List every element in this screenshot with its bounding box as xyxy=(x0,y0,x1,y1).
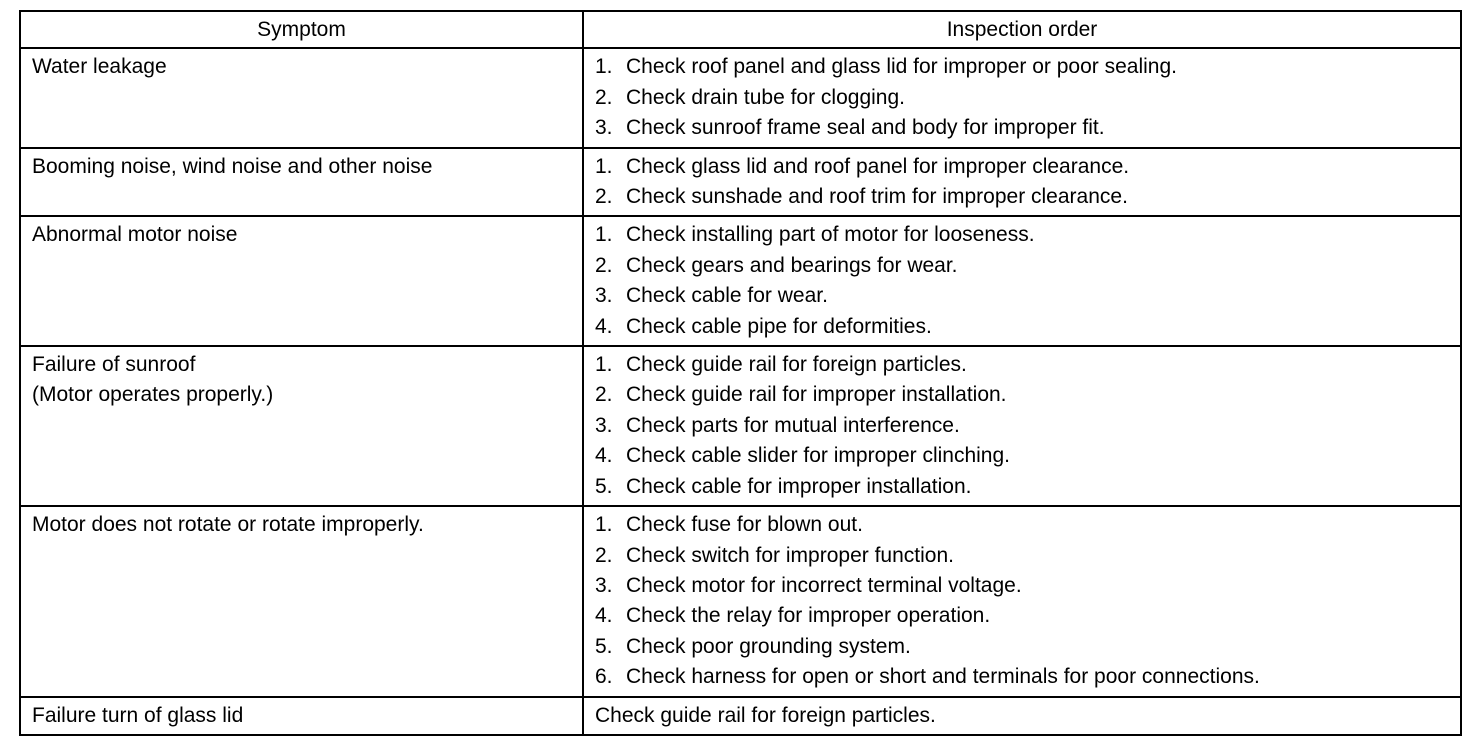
step-number: 2. xyxy=(595,85,613,109)
inspection-cell xyxy=(583,216,1461,346)
inspection-steps xyxy=(595,52,1450,143)
step-text: Check fuse for blown out. xyxy=(626,513,863,537)
symptom-text: Failure turn of glass lid xyxy=(32,703,244,727)
symptom-text: Abnormal motor noise xyxy=(32,223,238,247)
inspection-steps xyxy=(595,220,1450,342)
step-number: 1. xyxy=(595,154,613,178)
step-text: Check harness for open or short and terminals for poor connections. xyxy=(626,665,1260,689)
inspection-step xyxy=(595,83,1450,113)
step-number: 2. xyxy=(595,543,613,567)
step-number: 2. xyxy=(595,383,613,407)
step-text: Check switch for improper function. xyxy=(626,543,954,567)
inspection-step xyxy=(595,152,1450,182)
table-row xyxy=(20,697,1461,735)
troubleshooting-table xyxy=(19,10,1462,736)
inspection-step xyxy=(595,312,1450,342)
step-text: Check drain tube for clogging. xyxy=(626,85,905,109)
inspection-cell xyxy=(583,48,1461,147)
step-number: 3. xyxy=(595,116,613,140)
symptom-cell xyxy=(20,216,583,346)
step-number: 1. xyxy=(595,223,613,247)
inspection-step xyxy=(595,281,1450,311)
inspection-step xyxy=(595,632,1450,662)
table-row xyxy=(20,506,1461,696)
step-number: 2. xyxy=(595,185,613,209)
symptom-note: (Motor operates properly.) xyxy=(32,383,274,407)
step-text: Check cable for wear. xyxy=(626,284,828,308)
step-text: Check guide rail for improper installation. xyxy=(626,383,1007,407)
symptom-column-header: Symptom xyxy=(20,11,583,48)
step-text: Check cable for improper installation. xyxy=(626,474,972,498)
step-text: Check motor for incorrect terminal voltage. xyxy=(626,573,1022,597)
step-number: 4. xyxy=(595,314,613,338)
inspection-step xyxy=(595,662,1450,692)
step-text: Check cable pipe for deformities. xyxy=(626,314,932,338)
step-number: 2. xyxy=(595,253,613,277)
table-row xyxy=(20,216,1461,346)
step-text: Check glass lid and roof panel for improper clearance. xyxy=(626,154,1130,178)
inspection-step xyxy=(595,541,1450,571)
inspection-step xyxy=(595,220,1450,250)
step-number: 3. xyxy=(595,413,613,437)
symptom-cell xyxy=(20,48,583,147)
inspection-step xyxy=(595,52,1450,82)
step-number: 1. xyxy=(595,353,613,377)
step-number: 5. xyxy=(595,474,613,498)
inspection-cell xyxy=(583,346,1461,506)
symptom-text: Water leakage xyxy=(32,55,167,79)
inspection-cell xyxy=(583,697,1461,735)
symptom-cell xyxy=(20,148,583,217)
table-row xyxy=(20,148,1461,217)
symptom-cell xyxy=(20,346,583,506)
step-text: Check guide rail for foreign particles. xyxy=(626,353,967,377)
inspection-step xyxy=(595,380,1450,410)
inspection-cell xyxy=(583,506,1461,696)
symptom-text: Motor does not rotate or rotate improperly. xyxy=(32,513,424,537)
inspection-step xyxy=(595,113,1450,143)
step-text: Check installing part of motor for looseness. xyxy=(626,223,1035,247)
inspection-steps xyxy=(595,510,1450,692)
step-number: 6. xyxy=(595,665,613,689)
symptom-cell xyxy=(20,506,583,696)
inspection-step: Check guide rail for foreign particles. xyxy=(595,703,936,727)
inspection-step xyxy=(595,251,1450,281)
step-number: 4. xyxy=(595,604,613,628)
inspection-cell xyxy=(583,148,1461,217)
step-number: 4. xyxy=(595,444,613,468)
step-text: Check parts for mutual interference. xyxy=(626,413,960,437)
step-number: 1. xyxy=(595,55,613,79)
symptom-cell xyxy=(20,697,583,735)
step-number: 1. xyxy=(595,513,613,537)
inspection-step xyxy=(595,510,1450,540)
symptom-text: Failure of sunroof xyxy=(32,353,196,377)
step-text: Check the relay for improper operation. xyxy=(626,604,991,628)
inspection-step xyxy=(595,411,1450,441)
inspection-step xyxy=(595,601,1450,631)
step-number: 5. xyxy=(595,634,613,658)
symptom-text: Booming noise, wind noise and other noise xyxy=(32,154,433,178)
step-number: 3. xyxy=(595,573,613,597)
inspection-steps xyxy=(595,152,1450,213)
step-text: Check sunroof frame seal and body for improper fit. xyxy=(626,116,1105,140)
step-text: Check gears and bearings for wear. xyxy=(626,253,958,277)
step-text: Check poor grounding system. xyxy=(626,634,911,658)
step-text: Check sunshade and roof trim for improper clearance. xyxy=(626,185,1128,209)
step-text: Check roof panel and glass lid for improper or poor sealing. xyxy=(626,55,1177,79)
inspection-order-column-header: Inspection order xyxy=(583,11,1461,48)
step-number: 3. xyxy=(595,284,613,308)
table-row xyxy=(20,48,1461,147)
table-row xyxy=(20,346,1461,506)
step-text: Check cable slider for improper clinching. xyxy=(626,444,1010,468)
troubleshooting-sheet xyxy=(19,10,1460,736)
inspection-steps xyxy=(595,350,1450,502)
inspection-step xyxy=(595,350,1450,380)
header-row xyxy=(20,11,1461,48)
inspection-step xyxy=(595,472,1450,502)
inspection-step xyxy=(595,182,1450,212)
inspection-step xyxy=(595,441,1450,471)
inspection-step xyxy=(595,571,1450,601)
